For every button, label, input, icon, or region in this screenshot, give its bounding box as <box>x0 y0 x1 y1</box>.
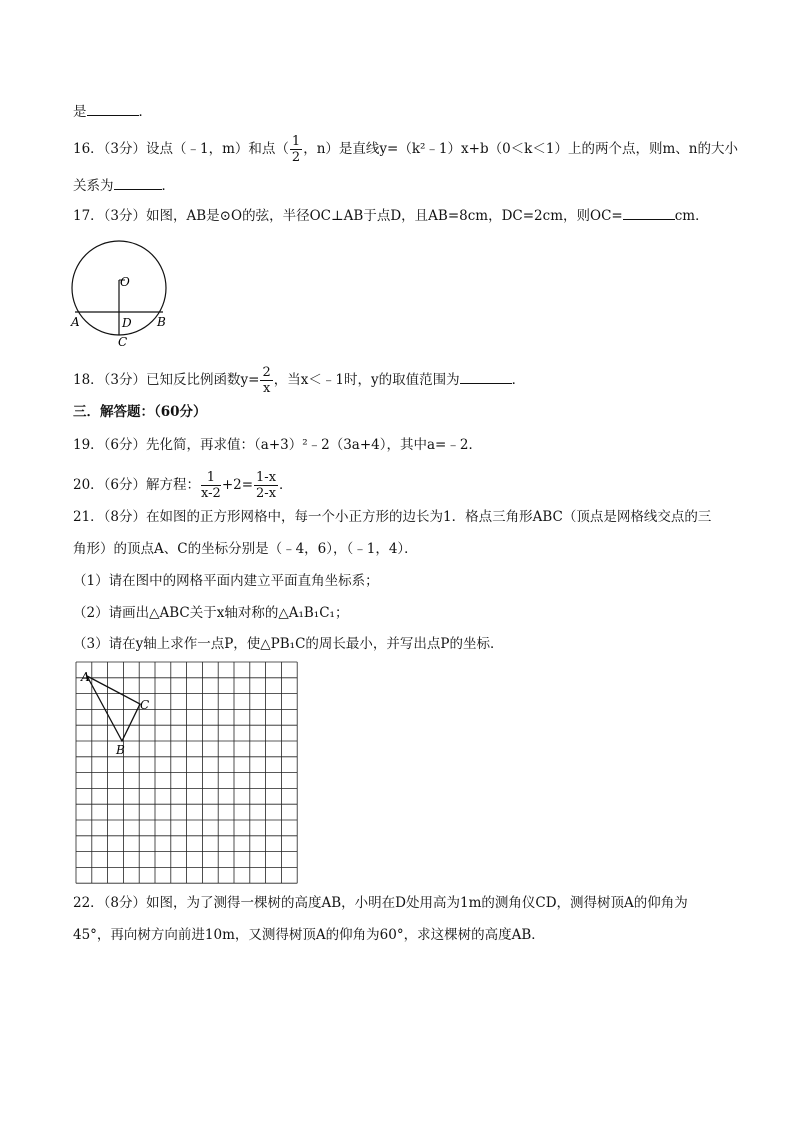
frac-denominator: 2-x <box>256 486 277 501</box>
q20-end: ． <box>279 477 293 493</box>
question-21-line2: 角形）的顶点A、C的坐标分别是（﹣4，6），（﹣1，4）． <box>73 541 418 557</box>
q17-end: cm． <box>674 208 709 224</box>
q16-mid: ，n）是直线y=（k²﹣1）x+b（0＜k＜1）上的两个点，则m、n的大小 <box>303 141 738 157</box>
question-22-line2: 45°，再向树方向前进10m，又测得树顶A的仰角为60°，求这棵树的高度AB． <box>73 927 545 943</box>
question-21-sub1: （1）请在图中的网格平面内建立平面直角坐标系； <box>73 573 379 589</box>
circle-figure <box>62 234 182 352</box>
grid-figure <box>70 658 302 886</box>
question-16 <box>73 134 738 165</box>
label-a: A <box>81 670 90 684</box>
frac-denominator: x <box>262 381 271 396</box>
question-16-line2 <box>73 176 175 196</box>
question-22-line1: 22．（8分）如图，为了测得一棵树的高度AB，小明在D处用高为1m的测角仪CD，测得树顶A的仰角为 <box>73 895 688 911</box>
frac-numerator: 1-x <box>256 470 277 485</box>
label-c: C <box>140 698 150 712</box>
question-21-line1: 21．（8分）在如图的正方形网格中，每一个小正方形的边长为1．格点三角形ABC（顶点是网格线交点的三 <box>73 509 712 525</box>
q20-plus: +2= <box>221 477 254 493</box>
answer-blank <box>623 206 675 220</box>
question-17 <box>73 206 709 226</box>
label-b: B <box>116 743 125 757</box>
triangle-abc <box>87 676 140 741</box>
question-19: 19．（6分）先化简，再求值：（a+3）²﹣2（3a+4），其中a=﹣2． <box>73 437 482 453</box>
question-21-sub2: （2）请画出△ABC关于x轴对称的△A₁B₁C₁； <box>73 605 349 621</box>
q20-fraction-1 <box>201 470 221 501</box>
label-a: A <box>71 315 80 329</box>
frac-numerator: 1 <box>201 470 221 486</box>
grid-lines <box>76 662 297 883</box>
q16-end: ． <box>161 178 175 194</box>
q16-prefix: 16．（3分）设点（﹣1，m）和点（ <box>73 141 289 157</box>
frac-numerator: 2 <box>262 365 271 380</box>
frac-numerator: 1 <box>291 134 301 149</box>
q18-fraction <box>260 365 272 396</box>
answer-blank <box>87 102 139 116</box>
question-21-sub3: （3）请在y轴上求作一点P，使△PB₁C的周长最小，并写出点P的坐标． <box>73 636 504 652</box>
label-c: C <box>118 335 128 349</box>
q20-fraction-2 <box>254 470 278 501</box>
label-o: O <box>120 275 130 289</box>
answer-blank <box>460 370 512 384</box>
q17-text: 17．（3分）如图，AB是⊙O的弦，半径OC⊥AB于点D，且AB=8cm，DC=2cm，则OC= <box>73 208 623 224</box>
frac-denominator: 2 <box>291 150 301 165</box>
question-20 <box>73 470 293 501</box>
q16-line2: 关系为 <box>73 178 114 194</box>
q15-text: 是 <box>73 104 87 120</box>
frac-denominator: x-2 <box>201 486 221 501</box>
q15-end: ． <box>138 104 152 120</box>
q18-prefix: 18．（3分）已知反比例函数y= <box>73 372 260 388</box>
section-heading: 三．解答题：（60分） <box>73 404 207 420</box>
q16-fraction <box>290 134 302 165</box>
answer-blank <box>114 176 162 190</box>
q15-tail <box>73 102 152 122</box>
question-18 <box>73 365 525 396</box>
label-b: B <box>157 315 166 329</box>
q18-end: ． <box>511 372 526 388</box>
q18-mid: ，当x＜﹣1时，y的取值范围为 <box>273 372 460 388</box>
q20-prefix: 20．（6分）解方程： <box>73 477 201 493</box>
label-d: D <box>122 316 132 330</box>
